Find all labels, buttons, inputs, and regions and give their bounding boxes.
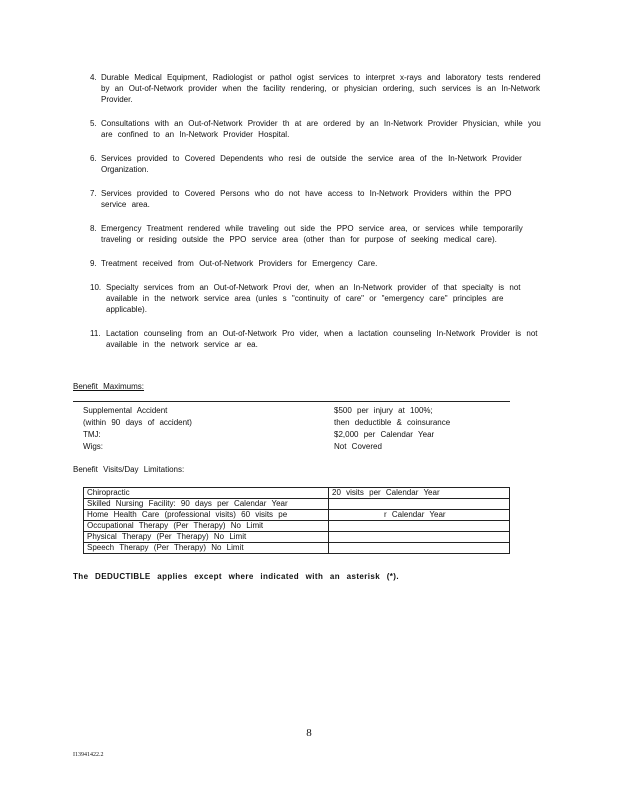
item-number: 9. (90, 259, 97, 268)
list-item (90, 328, 542, 350)
list-item (90, 153, 542, 175)
table-cell: Skilled Nursing Facility: 90 days per Calendar Year (84, 499, 329, 510)
table-row (84, 543, 510, 554)
table-cell (329, 532, 510, 543)
item-number: 11. (90, 329, 101, 338)
max-row-right: $500 per injury at 100%; (334, 406, 433, 415)
max-row-right: Not Covered (334, 442, 382, 451)
table-cell (329, 521, 510, 532)
list-item (90, 72, 542, 105)
item-number: 4. (90, 73, 97, 82)
table-cell: Speech Therapy (Per Therapy) No Limit (84, 543, 329, 554)
benefit-maximums-heading: Benefit Maximums: (73, 382, 145, 391)
list-item (90, 223, 542, 245)
item-text: Services provided to Covered Dependents who resi de outside the service area of the In-Network Provider Organization. (101, 154, 522, 174)
table-cell: Physical Therapy (Per Therapy) No Limit (84, 532, 329, 543)
table-row (84, 510, 510, 521)
item-text: Consultations with an Out-of-Network Provider th at are ordered by an In-Network Provider Physician, while you are confined to an In-Network Provider Hospital. (101, 119, 541, 139)
item-number: 7. (90, 189, 97, 198)
deductible-note: The DEDUCTIBLE applies except where indicated with an asterisk (*). (73, 572, 399, 581)
list-item (90, 118, 542, 140)
visit-limitations-heading: Benefit Visits/Day Limitations: (73, 465, 185, 474)
document-id: I13941422.2 (73, 752, 104, 758)
table-cell: 20 visits per Calendar Year (329, 488, 510, 499)
max-row-right: $2,000 per Calendar Year (334, 430, 435, 439)
item-number: 5. (90, 119, 97, 128)
table-cell (329, 543, 510, 554)
max-row-left: (within 90 days of accident) (83, 418, 192, 427)
table-row (84, 521, 510, 532)
max-row-left: Supplemental Accident (83, 406, 168, 415)
item-number: 6. (90, 154, 97, 163)
list-item (90, 188, 542, 210)
table-row (84, 532, 510, 543)
table-cell: Home Health Care (professional visits) 60 visits pe (84, 510, 329, 521)
table-cell (329, 499, 510, 510)
table-cell: Occupational Therapy (Per Therapy) No Limit (84, 521, 329, 532)
table-cell: Chiropractic (84, 488, 329, 499)
item-text: Durable Medical Equipment, Radiologist or pathol ogist services to interpret x-rays and laboratory tests rendered by an Out-of-Network provider when the facility rendering, or physician ordering, such services is an In-Network Provider. (101, 73, 541, 104)
page-number: 8 (306, 727, 312, 739)
table-row (84, 499, 510, 510)
item-number: 8. (90, 224, 97, 233)
list-item (90, 282, 542, 315)
item-text: Emergency Treatment rendered while traveling out side the PPO service area, or services while temporarily traveling or residing outside the PPO service area (other than for purpose of seeking medical care). (101, 224, 523, 244)
item-text: Lactation counseling from an Out-of-Network Pro vider, when a lactation counseling In-Network Provider is not available in the network service ar ea. (106, 329, 538, 349)
max-row-right: then deductible & coinsurance (334, 418, 451, 427)
table-cell: r Calendar Year (329, 510, 510, 521)
section-divider (73, 401, 510, 402)
item-number: 10. (90, 283, 102, 292)
max-row-left: Wigs: (83, 442, 103, 451)
item-text: Treatment received from Out-of-Network Providers for Emergency Care. (101, 259, 378, 268)
item-text: Specialty services from an Out-of-Network Provi der, when an In-Network provider of that specialty is not available in the network service area (unles s "continuity of care" or "emergency care" principles are applicable). (106, 283, 521, 314)
list-item (90, 258, 542, 269)
item-text: Services provided to Covered Persons who do not have access to In-Network Providers within the PPO service area. (101, 189, 512, 209)
max-row-left: TMJ: (83, 430, 101, 439)
table-row (84, 488, 510, 499)
exclusion-list (90, 72, 542, 363)
visit-limitations-table (83, 487, 510, 554)
